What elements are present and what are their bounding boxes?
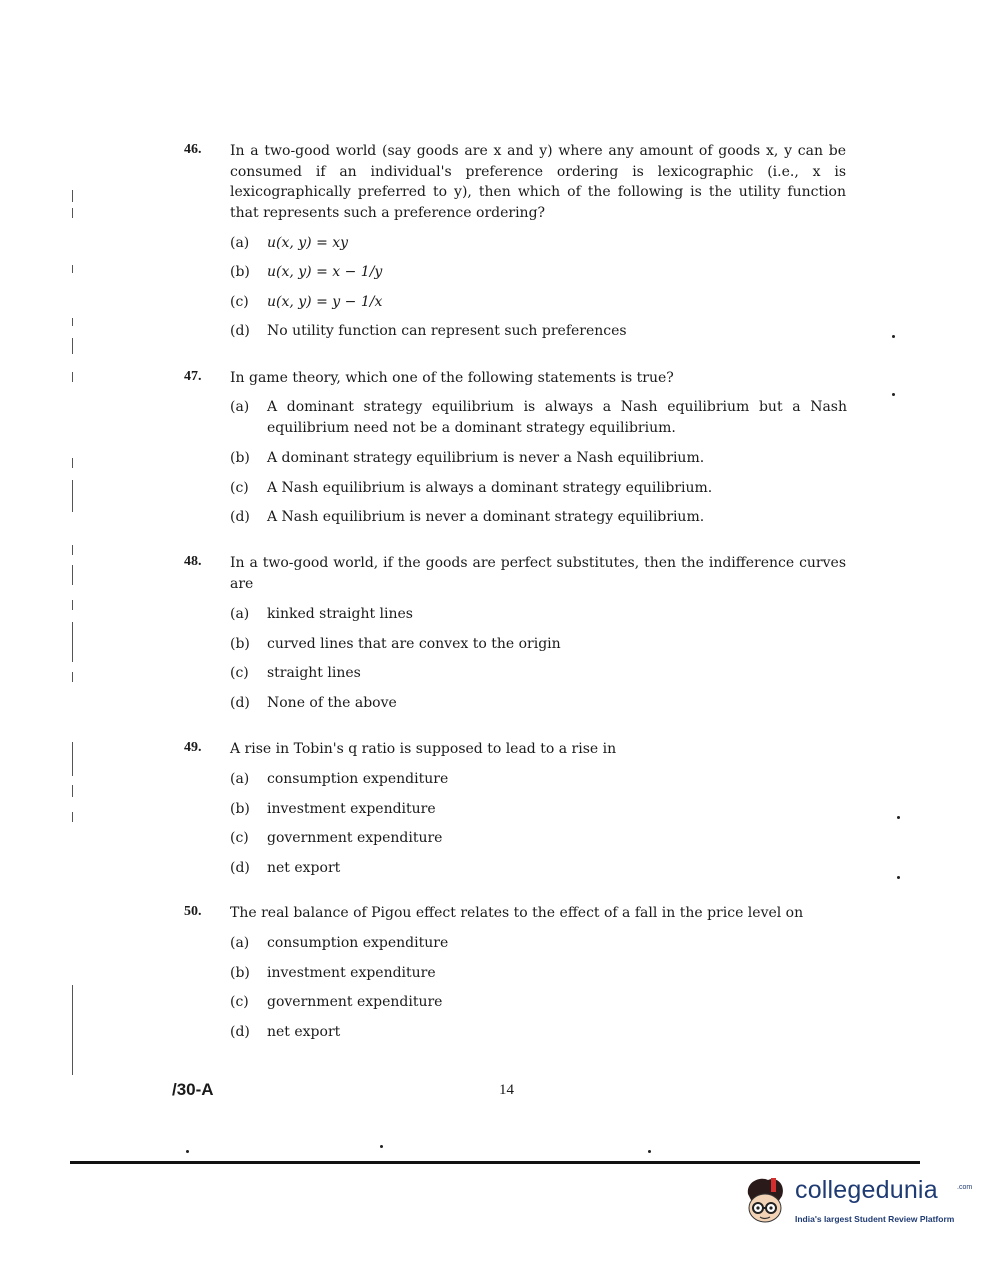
option-text: curved lines that are convex to the origin — [267, 636, 561, 652]
option-label: (b) — [230, 965, 250, 981]
scan-dot — [892, 335, 895, 338]
scan-mark — [72, 985, 73, 1075]
page-number: 14 — [499, 1082, 514, 1098]
logo-suffix: .com — [957, 1184, 973, 1191]
scan-mark — [72, 480, 73, 512]
option-label: (a) — [230, 771, 250, 787]
scan-mark — [72, 338, 73, 354]
option-label: (a) — [230, 235, 250, 251]
logo-wordmark: collegedunia — [795, 1176, 938, 1204]
footer-divider — [70, 1161, 920, 1164]
option-text: consumption expenditure — [267, 935, 449, 951]
option-label: (d) — [230, 1024, 250, 1040]
option-text: straight lines — [267, 665, 361, 681]
option-text: A Nash equilibrium is always a dominant strategy equilibrium. — [267, 480, 713, 496]
scan-mark — [72, 600, 73, 610]
question-text: A rise in Tobin's q ratio is supposed to lead to a rise in — [230, 741, 617, 757]
scan-mark — [72, 190, 73, 202]
option-text: No utility function can represent such preferences — [267, 323, 627, 339]
option-text: A dominant strategy equilibrium is never a Nash equilibrium. — [267, 450, 705, 466]
option-label: (c) — [230, 830, 249, 846]
option-label: (a) — [230, 399, 250, 415]
question-number: 46. — [184, 142, 202, 157]
option-text: u(x, y) = y − 1/x — [267, 294, 383, 310]
option-text: u(x, y) = x − 1/y — [267, 264, 383, 280]
option-label: (d) — [230, 695, 250, 711]
question-text: The real balance of Pigou effect relates to the effect of a fall in the price level on — [230, 905, 804, 921]
scan-mark — [72, 785, 73, 797]
option-label: (b) — [230, 801, 250, 817]
option-text: A dominant strategy equilibrium is always a Nash equilibrium but a Nash equilibrium need not be a dominant strategy equilibrium. — [267, 399, 847, 436]
question-text: In a two-good world, if the goods are perfect substitutes, then the indifference curves are — [230, 555, 846, 592]
option-label: (a) — [230, 606, 250, 622]
scan-dot — [897, 876, 900, 879]
option-text: investment expenditure — [267, 801, 436, 817]
question-number: 50. — [184, 904, 202, 919]
scan-mark — [72, 265, 73, 273]
option-label: (c) — [230, 294, 249, 310]
scan-mark — [72, 565, 73, 585]
option-label: (d) — [230, 509, 250, 525]
option-label: (c) — [230, 480, 249, 496]
option-label: (b) — [230, 450, 250, 466]
option-text: net export — [267, 860, 341, 876]
option-label: (b) — [230, 636, 250, 652]
scan-dot — [186, 1150, 189, 1153]
collegedunia-logo — [738, 1172, 973, 1232]
option-text: u(x, y) = xy — [267, 235, 349, 251]
option-text: government expenditure — [267, 830, 443, 846]
logo-tagline: India's largest Student Review Platform — [795, 1214, 955, 1224]
scan-dot — [380, 1145, 383, 1148]
scan-mark — [72, 208, 73, 218]
option-text: net export — [267, 1024, 341, 1040]
mascot-icon — [738, 1172, 794, 1228]
question-number: 49. — [184, 740, 202, 755]
option-text: government expenditure — [267, 994, 443, 1010]
scan-mark — [72, 622, 73, 662]
option-label: (b) — [230, 264, 250, 280]
question-text: In a two-good world (say goods are x and y) where any amount of goods x, y can be consumed if an individual's preference ordering is lexicographic (i.e., x is lexicographically preferred to y), then which of the following is the utility function that represents such a preference ordering? — [230, 143, 846, 221]
scan-mark — [72, 672, 73, 682]
scan-mark — [72, 458, 73, 468]
option-text: A Nash equilibrium is never a dominant strategy equilibrium. — [267, 509, 705, 525]
paper-code: /30-A — [172, 1080, 214, 1099]
scan-mark — [72, 812, 73, 822]
option-text: investment expenditure — [267, 965, 436, 981]
option-label: (c) — [230, 994, 249, 1010]
option-text: consumption expenditure — [267, 771, 449, 787]
scan-dot — [648, 1150, 651, 1153]
option-label: (d) — [230, 860, 250, 876]
question-number: 47. — [184, 369, 202, 384]
scan-mark — [72, 545, 73, 555]
option-text: kinked straight lines — [267, 606, 413, 622]
scan-mark — [72, 318, 73, 326]
scan-dot — [897, 816, 900, 819]
scan-dot — [892, 393, 895, 396]
question-number: 48. — [184, 554, 202, 569]
option-label: (d) — [230, 323, 250, 339]
option-label: (c) — [230, 665, 249, 681]
question-text: In game theory, which one of the following statements is true? — [230, 370, 674, 386]
option-label: (a) — [230, 935, 250, 951]
scan-mark — [72, 742, 73, 776]
scan-mark — [72, 372, 73, 382]
option-text: None of the above — [267, 695, 397, 711]
